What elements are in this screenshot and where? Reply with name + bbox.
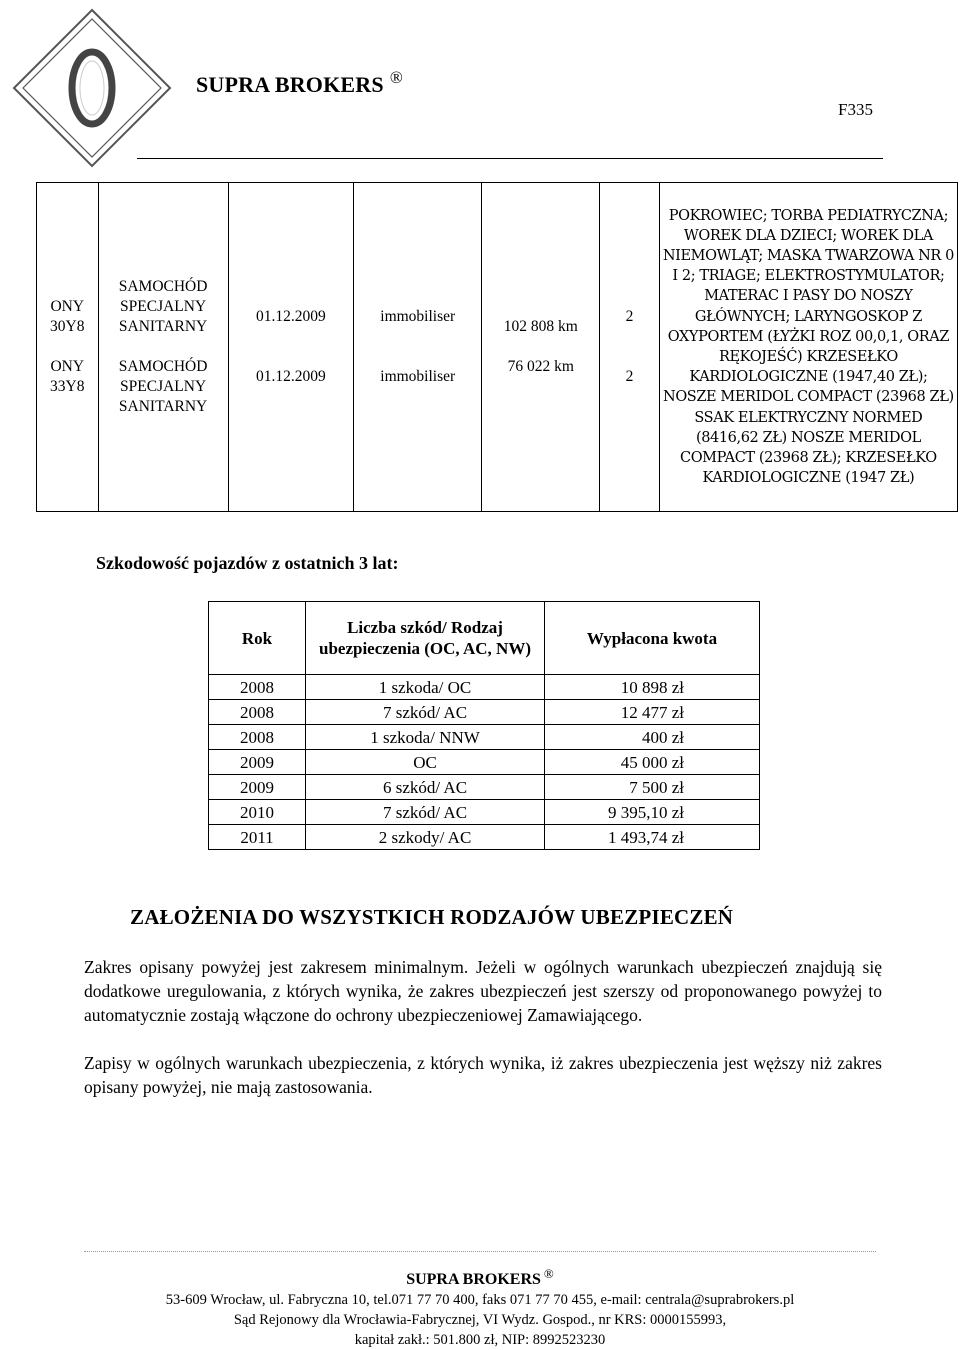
table-row xyxy=(209,800,760,825)
footer-address: 53-609 Wrocław, ul. Fabryczna 10, tel.071 77 70 400, faks 071 77 70 455, e-mail: centrala@suprabrokers.pl xyxy=(165,1292,795,1308)
table-row xyxy=(209,725,760,750)
assumptions-paragraph-2: Zapisy w ogólnych warunkach ubezpieczenia, z których wynika, iż zakres ubezpieczenia jest węższy niż zakres opisany powyżej, nie mają zastosowania. xyxy=(84,1053,882,1097)
claim-type: 2 szkody/ AC xyxy=(306,825,545,850)
claim-year: 2008 xyxy=(209,725,306,750)
vehicle-row xyxy=(37,183,958,512)
claim-type: 1 szkoda/ NNW xyxy=(306,725,545,750)
col-amount-header: Wypłacona kwota xyxy=(545,602,760,675)
claim-amount: 1 493,74 zł xyxy=(545,825,760,850)
claims-heading: Szkodowość pojazdów z ostatnich 3 lat: xyxy=(96,553,399,573)
document-id: F335 xyxy=(838,100,873,119)
claim-year: 2011 xyxy=(209,825,306,850)
vehicle-date: 01.12.2009 01.12.2009 xyxy=(228,183,354,512)
table-row xyxy=(209,675,760,700)
footer-capital: kapitał zakł.: 501.800 zł, NIP: 8992523230 xyxy=(354,1332,606,1348)
table-row xyxy=(209,775,760,800)
registered-mark: ® xyxy=(389,68,403,87)
vehicles-table xyxy=(36,182,958,512)
claim-year: 2008 xyxy=(209,675,306,700)
claim-year: 2009 xyxy=(209,750,306,775)
vehicle-mileage: 102 808 km 76 022 km xyxy=(482,183,600,512)
claim-amount: 10 898 zł xyxy=(545,675,760,700)
table-row xyxy=(209,825,760,850)
claim-year: 2009 xyxy=(209,775,306,800)
claim-amount: 9 395,10 zł xyxy=(545,800,760,825)
claim-type: 6 szkód/ AC xyxy=(306,775,545,800)
claim-amount: 7 500 zł xyxy=(545,775,760,800)
assumptions-paragraph-1: Zakres opisany powyżej jest zakresem minimalnym. Jeżeli w ogólnych warunkach ubezpieczeń znajdują się dodatkowe uregulowania, z których wynika, że zakres ubezpieczeń jest szerszy od proponowanego powyżej to automatycznie zostają włączone do ochrony ubezpieczeniowej Zamawiającego. xyxy=(84,957,882,1025)
footer-divider xyxy=(84,1251,876,1252)
vehicle-code: ONY 30Y8 ONY 33Y8 xyxy=(37,183,99,512)
footer-brand: SUPRA BROKERS ® xyxy=(406,1266,554,1288)
claim-year: 2008 xyxy=(209,700,306,725)
vehicle-security: immobiliser immobiliser xyxy=(354,183,482,512)
footer-court: Sąd Rejonowy dla Wrocławia-Fabrycznej, VI Wydz. Gospod., nr KRS: 0000155993, xyxy=(233,1312,727,1328)
claim-year: 2010 xyxy=(209,800,306,825)
diamond-oval-logo-icon xyxy=(10,6,174,170)
assumptions-title: ZAŁOŻENIA DO WSZYSTKICH RODZAJÓW UBEZPIECZEŃ xyxy=(130,905,734,929)
claim-type: 7 szkód/ AC xyxy=(306,700,545,725)
vehicle-type: SAMOCHÓD SPECJALNY SANITARNY SAMOCHÓD SPECJALNY SANITARNY xyxy=(98,183,228,512)
col-year-header: Rok xyxy=(209,602,306,675)
claims-header-row xyxy=(209,602,760,675)
footer-registered-mark: ® xyxy=(543,1266,554,1281)
header-divider xyxy=(137,158,883,159)
footer xyxy=(0,1266,960,1350)
table-row xyxy=(209,700,760,725)
claim-amount: 12 477 zł xyxy=(545,700,760,725)
claim-type: 7 szkód/ AC xyxy=(306,800,545,825)
claim-type: OC xyxy=(306,750,545,775)
claim-amount: 45 000 zł xyxy=(545,750,760,775)
vehicle-count: 2 2 xyxy=(600,183,660,512)
brand-title: SUPRA BROKERS ® xyxy=(196,68,403,97)
col-type-header: Liczba szkód/ Rodzaj ubezpieczenia (OC, AC, NW) xyxy=(306,602,545,675)
claim-amount: 400 zł xyxy=(545,725,760,750)
equipment-list: POKROWIEC; TORBA PEDIATRYCZNA; WOREK DLA DZIECI; WOREK DLA NIEMOWLĄT; MASKA TWARZOWA NR 0 I 2; TRIAGE; ELEKTROSTYMULATOR; MATERAC I PASY DO NOSZY GŁÓWNYCH; LARYNGOSKOP Z OXYPORTEM (ŁYŻKI ROZ 00,0,1, ORAZ RĘKOJEŚĆ) KRZESEŁKO KARDIOLOGICZNE (1947,40 ZŁ); NOSZE MERIDOL COMPACT (23968 ZŁ) SSAK ELEKTRYCZNY NORMED (8416,62 ZŁ) NOSZE MERIDOL COMPACT (23968 ZŁ); KRZESEŁKO KARDIOLOGICZNE (1947 ZŁ) xyxy=(659,183,957,512)
table-row xyxy=(209,750,760,775)
claim-type: 1 szkoda/ OC xyxy=(306,675,545,700)
claims-table xyxy=(208,601,760,850)
